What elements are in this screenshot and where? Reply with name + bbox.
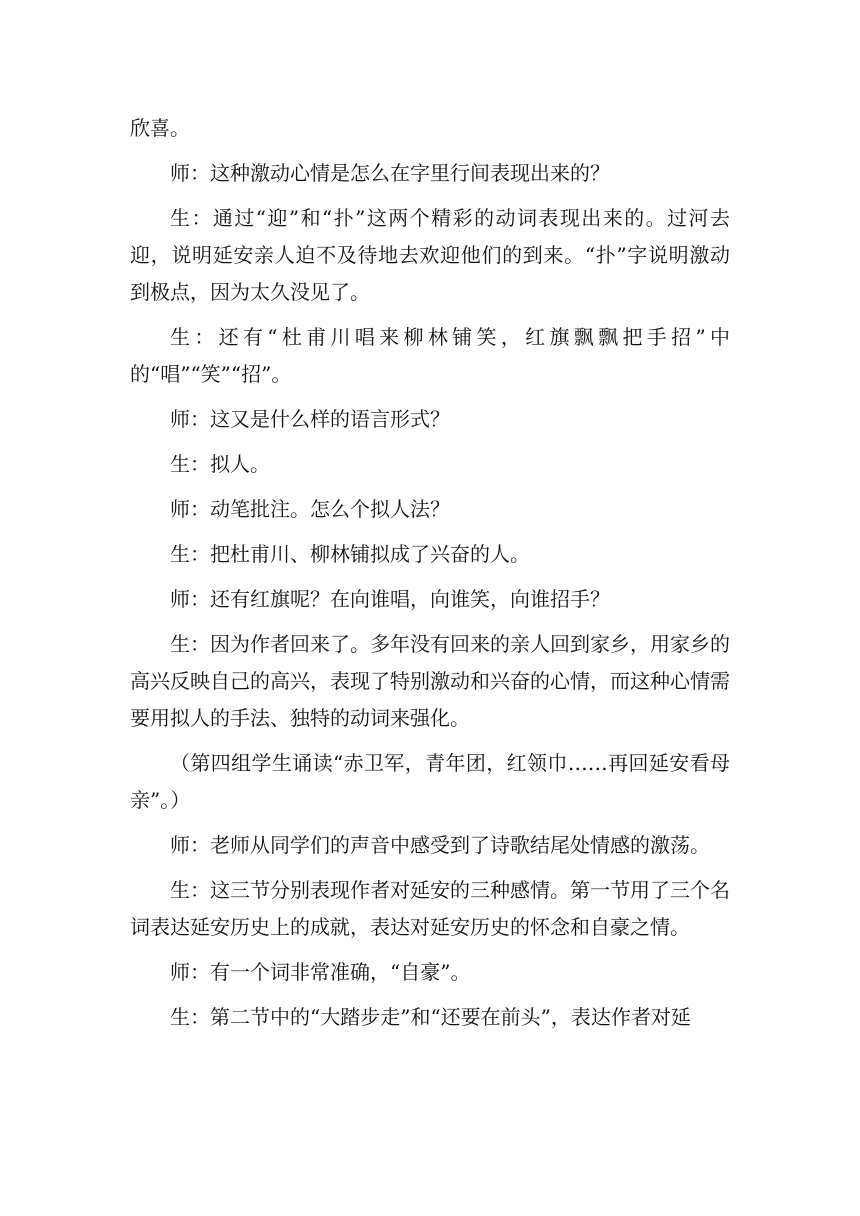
paragraph: 生：通过“迎”和“扑”这两个精彩的动词表现出来的。过河去迎，说明延安亲人迫不及待地去欢迎他们的到来。“扑”字说明激动到极点，因为太久没见了。	[130, 206, 730, 304]
paragraph: 生：还有“杜甫川唱来柳林铺笑，红旗飘飘把手招”中的“唱”“笑”“招”。	[130, 325, 730, 386]
paragraph: 师：动笔批注。怎么个拟人法？	[170, 497, 450, 521]
document-page	[130, 110, 730, 1044]
paragraph: 师：老师从同学们的声音中感受到了诗歌结尾处情感的激荡。	[170, 833, 710, 857]
paragraph: 生：这三节分别表现作者对延安的三种感情。第一节用了三个名词表达延安历史上的成就，表达对延安历史的怀念和自豪之情。	[130, 878, 730, 939]
stage-direction: （第四组学生诵读“赤卫军，青年团，红领巾……再回延安看母亲”。）	[130, 751, 730, 812]
paragraph: 生：第二节中的“大踏步走”和“还要在前头”，表达作者对延	[170, 1005, 691, 1029]
paragraph: 生：因为作者回来了。多年没有回来的亲人回到家乡，用家乡的高兴反映自己的高兴，表现了特别激动和兴奋的心情，而这种心情需要用拟人的手法、独特的动词来强化。	[130, 632, 730, 730]
paragraph: 师：这种激动心情是怎么在字里行间表现出来的？	[170, 161, 610, 185]
paragraph: 欣喜。	[130, 116, 190, 140]
paragraph: 生：拟人。	[170, 452, 270, 476]
paragraph: 师：有一个词非常准确，“自豪”。	[170, 960, 471, 984]
paragraph: 生：把杜甫川、柳林铺拟成了兴奋的人。	[170, 542, 530, 566]
paragraph: 师：这又是什么样的语言形式？	[170, 407, 450, 431]
paragraph: 师：还有红旗呢？在向谁唱，向谁笑，向谁招手？	[170, 587, 610, 611]
